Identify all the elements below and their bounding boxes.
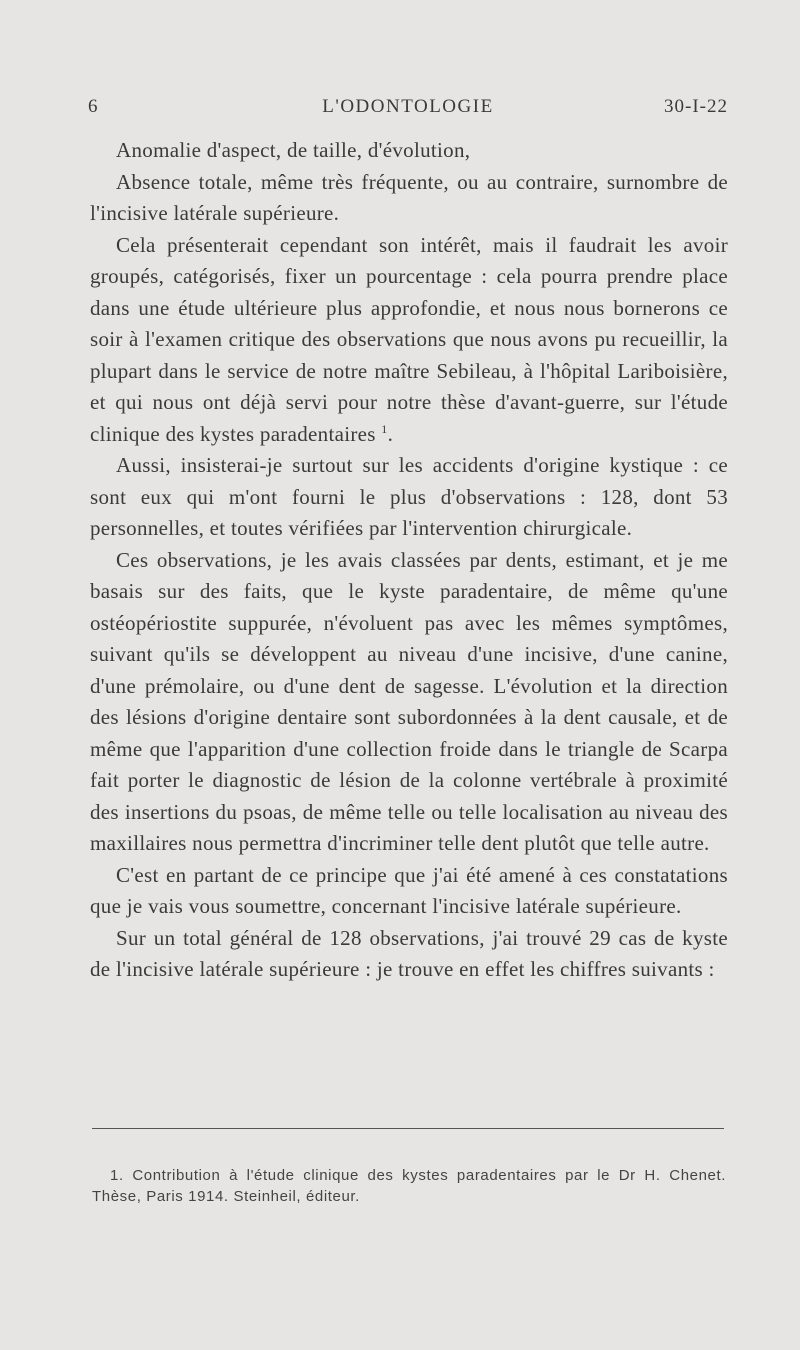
paragraph-6: C'est en partant de ce principe que j'ai été amené à ces constatations que je vais vous soumettre, concernant l'incisive latérale supérieure.	[90, 862, 728, 918]
journal-title: L'ODONTOLOGIE	[322, 96, 494, 117]
issue-date: 30-I-22	[664, 96, 728, 117]
paragraph-3	[90, 230, 728, 451]
footnote-reference[interactable]: 1	[381, 421, 388, 436]
paragraph-3-end: .	[387, 421, 394, 446]
paragraph-3-text: Cela présenterait cependant son intérêt, mais il faudrait les avoir groupés, catégorisés, fixer un pourcentage : cela pourra prendre place dans une étude ultérieure plus approfondie, et nous nous bornerons ce soir à l'examen critique des observations que nous avons pu recueillir, la plupart dans le service de notre maître Sebileau, à l'hôpital Lariboisière, et qui nous ont déjà servi pour notre thèse d'avant-guerre, sur l'étude clinique des kystes paradentaires	[90, 232, 728, 446]
paragraph-1: Anomalie d'aspect, de taille, d'évolution,	[116, 138, 471, 162]
footnote-divider	[92, 1128, 724, 1129]
paragraph-5: Ces observations, je les avais classées par dents, estimant, et je me basais sur des faits, que le kyste paradentaire, de même qu'une ostéopériostite suppurée, n'évoluent pas avec les mêmes symptômes, suivant qu'ils se développent au niveau d'une incisive, d'une canine, d'une prémolaire, ou d'une dent de sagesse. L'évolution et la direction des lésions d'origine dentaire sont subordonnées à la dent causale, et de même que l'apparition d'une collection froide dans le triangle de Scarpa fait porter le diagnostic de lésion de la colonne vertébrale à proximité des insertions du psoas, de même telle ou telle localisation au niveau des maxillaires nous permettra d'incriminer telle dent plutôt que telle autre.	[90, 547, 728, 855]
body-text	[90, 135, 728, 986]
paragraph-4: Aussi, insisterai-je surtout sur les accidents d'origine kystique : ce sont eux qui m'ont fourni le plus d'observations : 128, dont 53 personnelles, et toutes vérifiées par l'intervention chirurgicale.	[90, 453, 728, 540]
running-header	[88, 96, 728, 126]
page-number: 6	[88, 96, 99, 117]
paragraph-7: Sur un total général de 128 observations, j'ai trouvé 29 cas de kyste de l'incisive latérale supérieure : je trouve en effet les chiffres suivants :	[90, 925, 728, 981]
footnote-text: 1. Contribution à l'étude clinique des kystes paradentaires par le Dr H. Chenet. Thèse, Paris 1914. Steinheil, éditeur.	[92, 1167, 726, 1205]
footnote	[92, 1165, 726, 1207]
paragraph-2: Absence totale, même très fréquente, ou au contraire, surnombre de l'incisive latérale supérieure.	[90, 169, 728, 225]
